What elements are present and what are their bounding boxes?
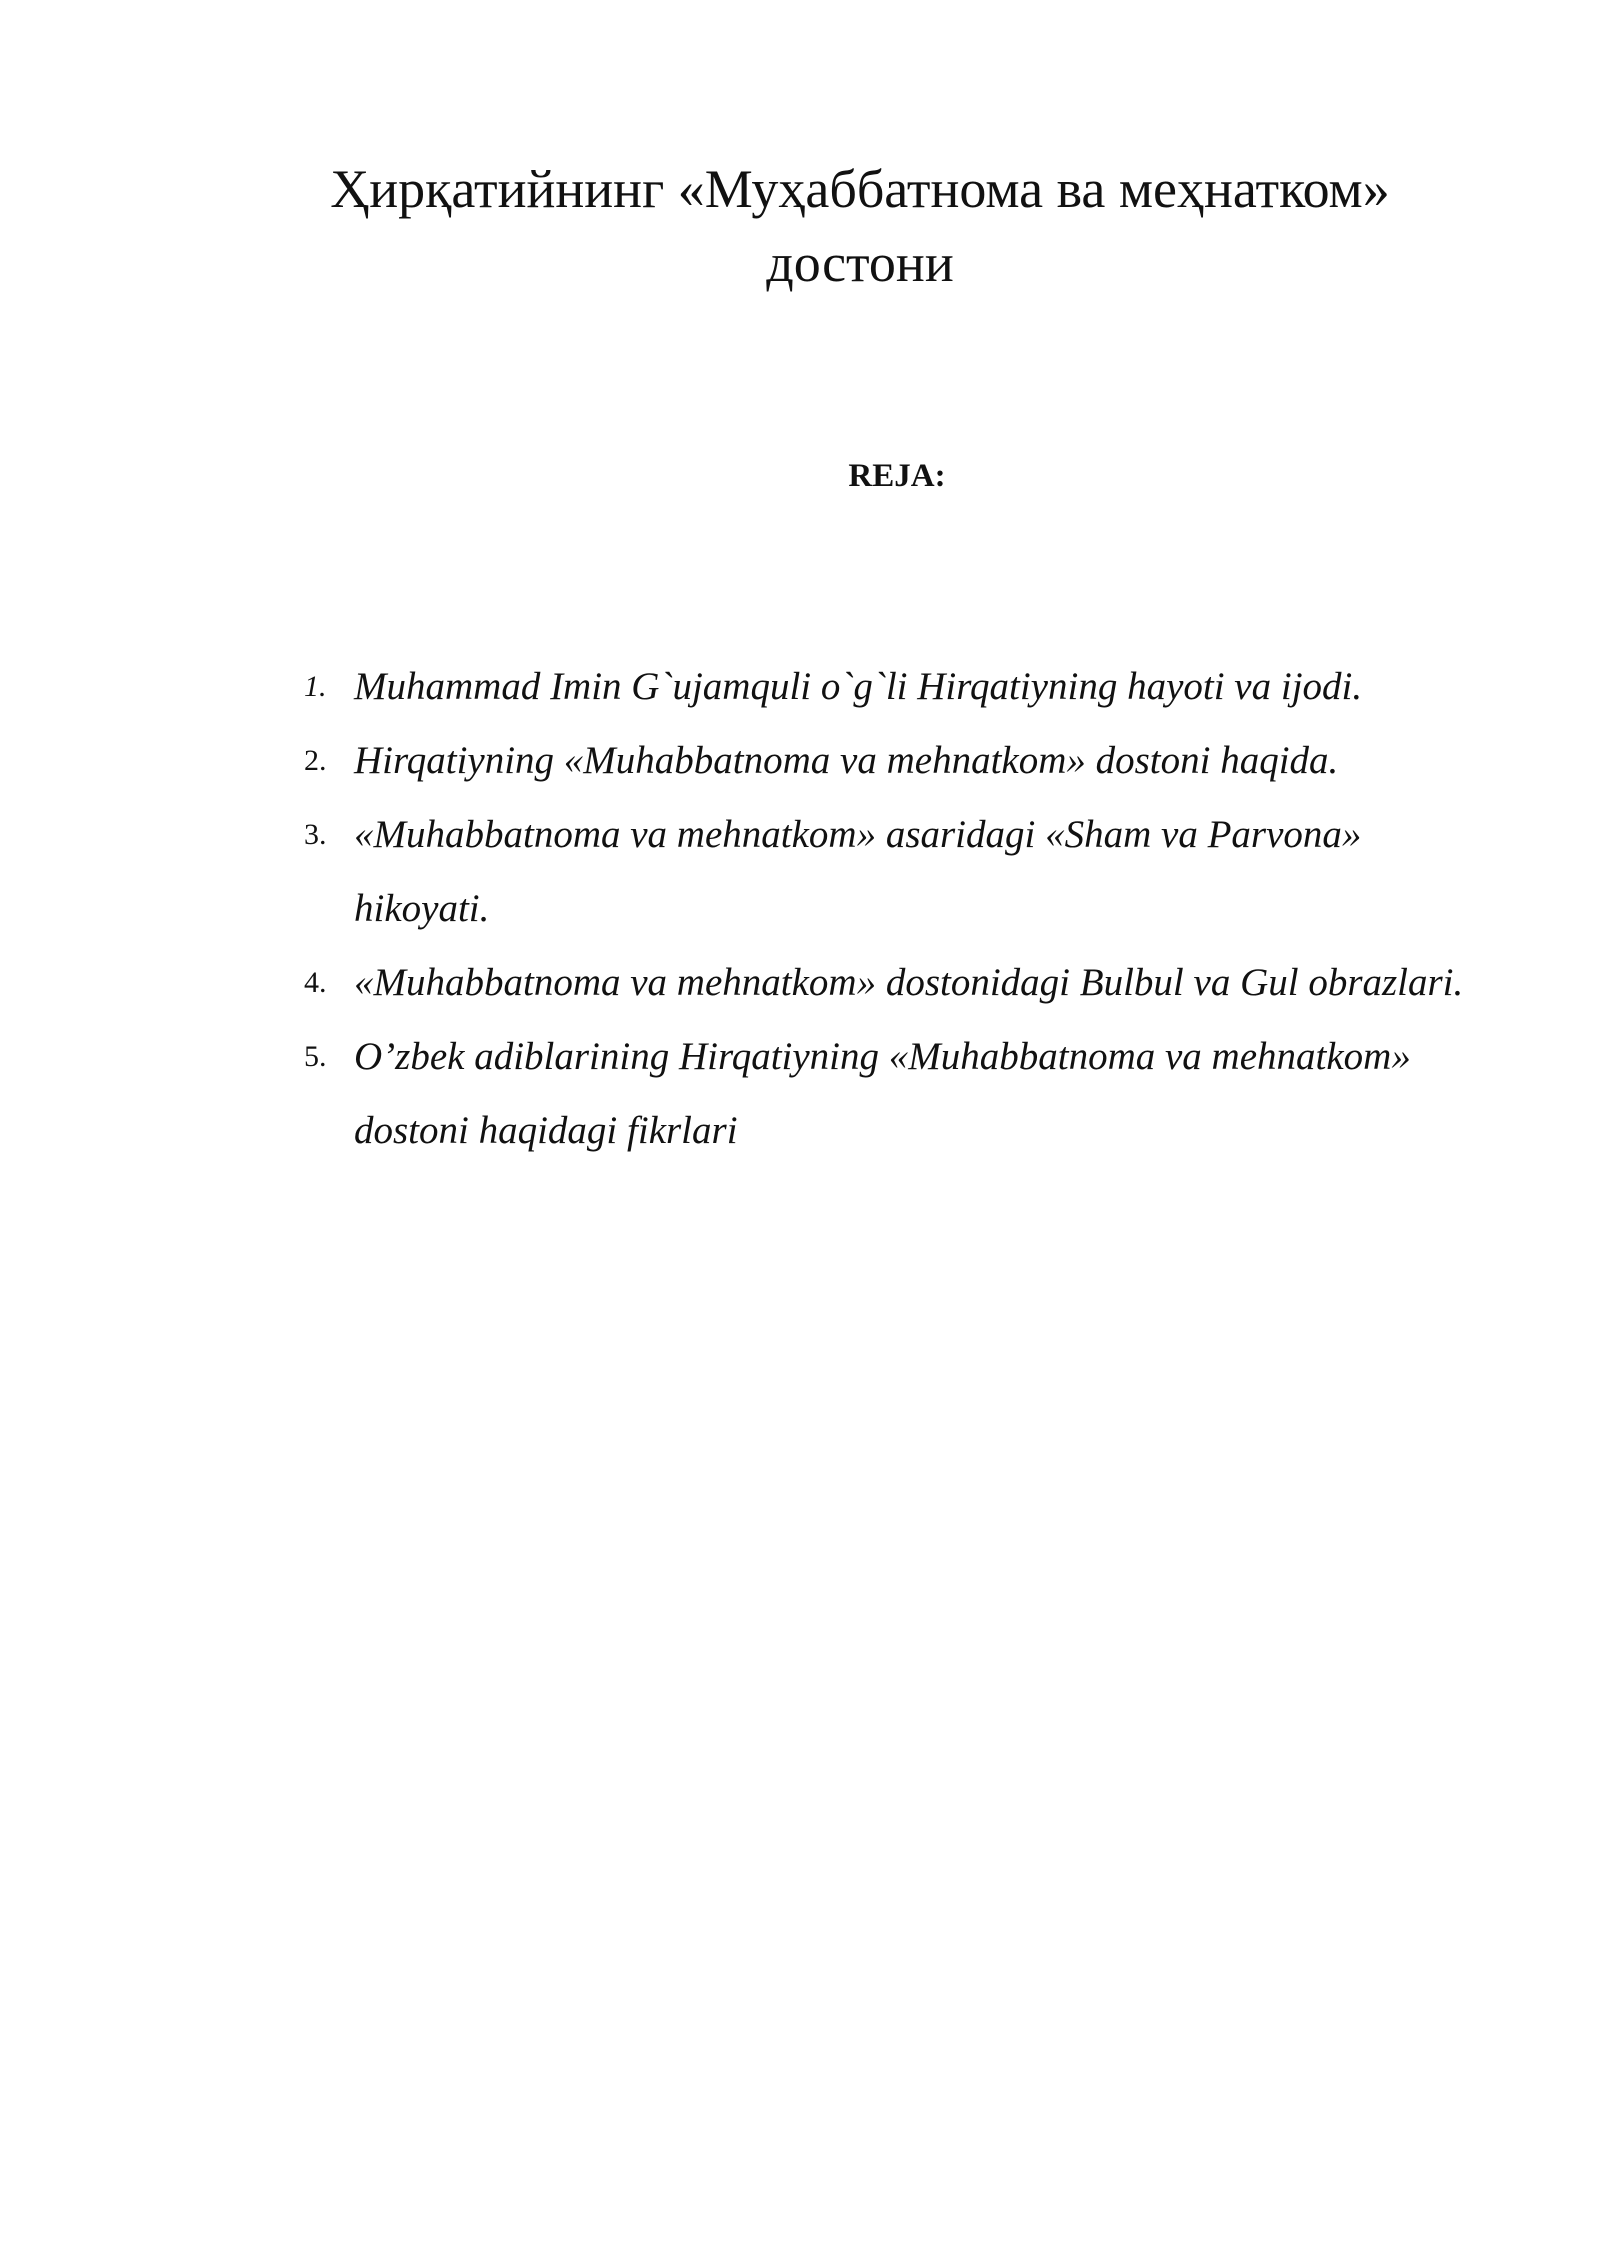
plan-item: [0, 946, 1474, 1020]
plan-item-text: O’zbek adiblarining Hirqatiyning «Muhabbatnoma va mehnatkom» dostoni haqidagi fikrlari: [354, 1035, 1411, 1152]
title-line-2: достони: [766, 233, 954, 293]
plan-list: [0, 650, 1600, 1168]
plan-item-number: 2.: [304, 744, 327, 777]
plan-item: [0, 724, 1474, 798]
plan-item-text: «Muhabbatnoma va mehnatkom» dostonidagi Bulbul va Gul obrazlari.: [354, 961, 1464, 1004]
plan-item-text: Muhammad Imin G`ujamquli o`g`li Hirqatiyning hayoti va ijodi.: [354, 665, 1363, 708]
title-line-1: Ҳирқатийнинг «Муҳаббатнома ва меҳнатком»: [330, 159, 1390, 219]
plan-item-text: Hirqatiyning «Muhabbatnoma va mehnatkom» dostoni haqida.: [354, 739, 1339, 782]
plan-item-number: 4.: [304, 966, 327, 999]
plan-item-number: 3.: [304, 818, 327, 851]
plan-item-text: «Muhabbatnoma va mehnatkom» asaridagi «Sham va Parvona» hikoyati.: [354, 813, 1362, 930]
plan-heading: REJA:: [848, 458, 946, 494]
plan-item: [0, 798, 1474, 946]
plan-item-number: 5.: [304, 1040, 327, 1073]
plan-item-number: 1.: [304, 670, 327, 703]
plan-item: [0, 1020, 1474, 1168]
plan-item: [0, 650, 1474, 724]
document-title: [0, 152, 1600, 300]
